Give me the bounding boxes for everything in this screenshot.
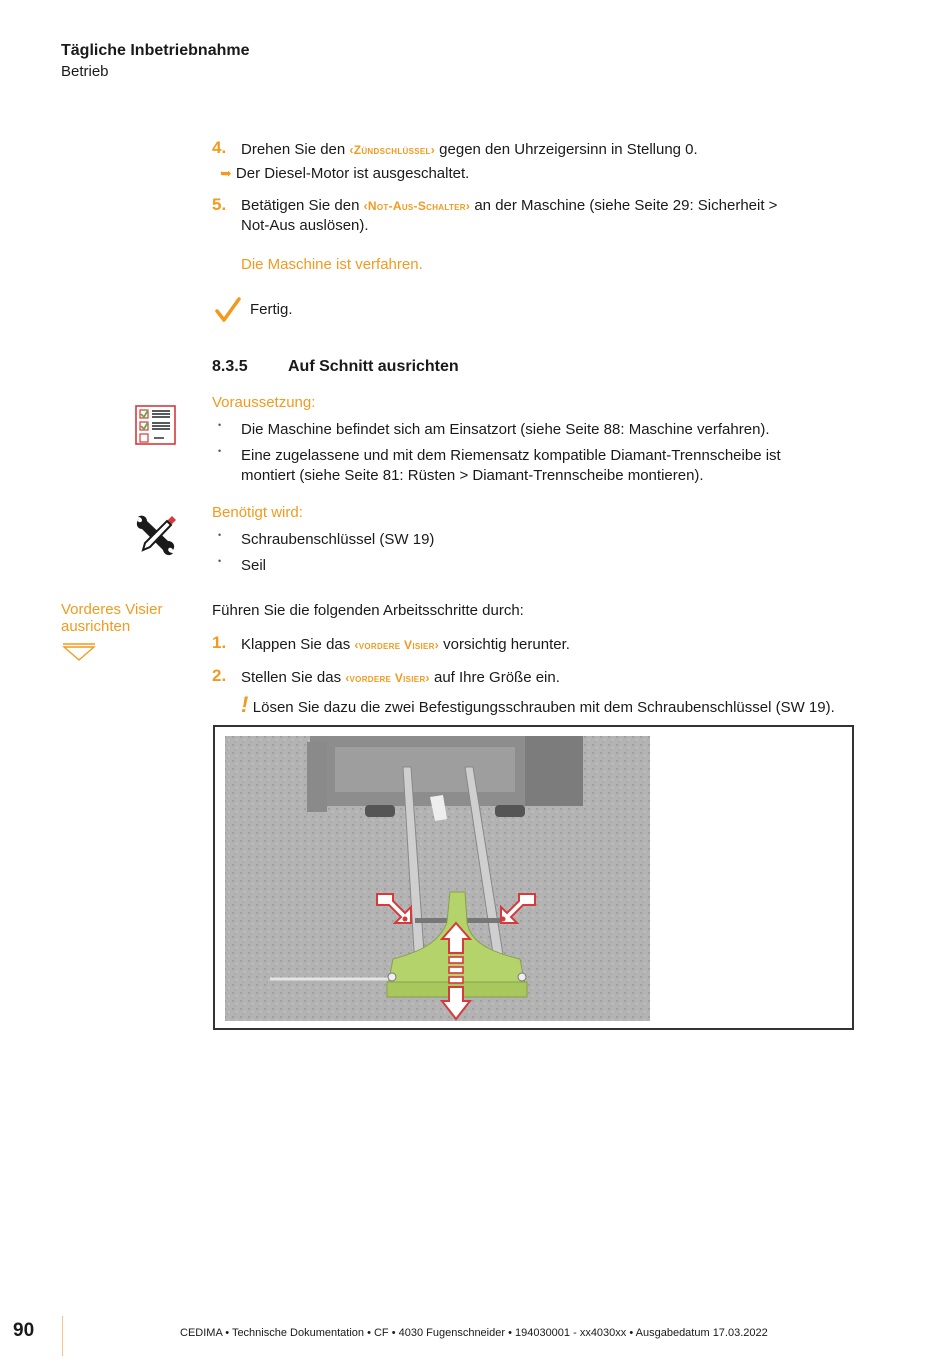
chevron-down-icon <box>62 642 96 667</box>
footer-text: CEDIMA • Technische Dokumentation • CF • 4030 Fugenschneider • 194030001 - xx4030xx • Ausgabedatum 17.03.2022 <box>180 1327 768 1339</box>
step-number: 2. <box>212 666 227 685</box>
ui-element-front-sight: ‹vordere Visier› <box>345 671 430 685</box>
step-5-text: Betätigen Sie den ‹Not-Aus-Schalter› an der Maschine (siehe Seite 29: Sicherheit > Not-Aus auslösen). <box>241 197 778 234</box>
ui-element-ignition-key: ‹Zündschlüssel› <box>349 143 436 157</box>
bullet-icon: • <box>218 530 222 540</box>
warning-icon: ! <box>241 692 249 717</box>
step-4-result: ➥ Der Diesel-Motor ist ausgeschaltet. <box>220 165 470 182</box>
bullet-icon: • <box>218 556 222 566</box>
required-heading: Benötigt wird: <box>212 504 303 521</box>
step-2 <box>212 666 226 686</box>
step-number: 5. <box>212 195 227 214</box>
bullet-icon: • <box>218 446 222 456</box>
check-icon <box>214 296 242 329</box>
note: ! Lösen Sie dazu die zwei Befestigungsschrauben mit dem Schraubenschlüssel (SW 19). <box>241 692 835 717</box>
section-title: Auf Schnitt ausrichten <box>288 358 459 375</box>
section-subtitle: Betrieb <box>61 63 109 80</box>
footer-divider <box>62 1316 63 1356</box>
step-number: 1. <box>212 633 227 652</box>
page-number: 90 <box>13 1320 35 1341</box>
step-number: 4. <box>212 138 227 157</box>
prerequisite-item-cont: montiert (siehe Seite 81: Rüsten > Diamant-Trennscheibe montieren). <box>241 467 704 484</box>
step-4-text: Drehen Sie den ‹Zündschlüssel› gegen den Uhrzeigersinn in Stellung 0. <box>241 141 698 158</box>
required-item: Schraubenschlüssel (SW 19) <box>241 531 435 548</box>
step-2-text: Stellen Sie das ‹vordere Visier› auf Ihre Größe ein. <box>241 669 560 686</box>
ui-element-emergency-stop: ‹Not-Aus-Schalter› <box>363 199 471 213</box>
side-label: Vorderes Visier ausrichten <box>61 601 163 635</box>
done-text: Fertig. <box>250 301 293 318</box>
machine-figure <box>213 725 854 1030</box>
status-text: Die Maschine ist verfahren. <box>241 256 423 273</box>
bullet-icon: • <box>218 420 222 430</box>
tools-icon <box>133 513 179 564</box>
intro-text: Führen Sie die folgenden Arbeitsschritte durch: <box>212 602 524 619</box>
prerequisite-item: Die Maschine befindet sich am Einsatzort (siehe Seite 88: Maschine verfahren). <box>241 421 770 438</box>
result-arrow-icon: ➥ <box>220 165 232 181</box>
step-5 <box>212 195 226 215</box>
ui-element-front-sight: ‹vordere Visier› <box>354 638 440 652</box>
prerequisite-item: Eine zugelassene und mit dem Riemensatz kompatible Diamant-Trennscheibe ist <box>241 447 781 464</box>
chapter-title: Tägliche Inbetriebnahme <box>61 42 250 59</box>
section-number: 8.3.5 <box>212 358 248 375</box>
checklist-icon <box>135 405 177 452</box>
step-1-text: Klappen Sie das ‹vordere Visier› vorsichtig herunter. <box>241 636 570 653</box>
prerequisites-heading: Voraussetzung: <box>212 394 316 411</box>
required-item: Seil <box>241 557 267 574</box>
step-1 <box>212 633 226 653</box>
step-4 <box>212 138 226 158</box>
